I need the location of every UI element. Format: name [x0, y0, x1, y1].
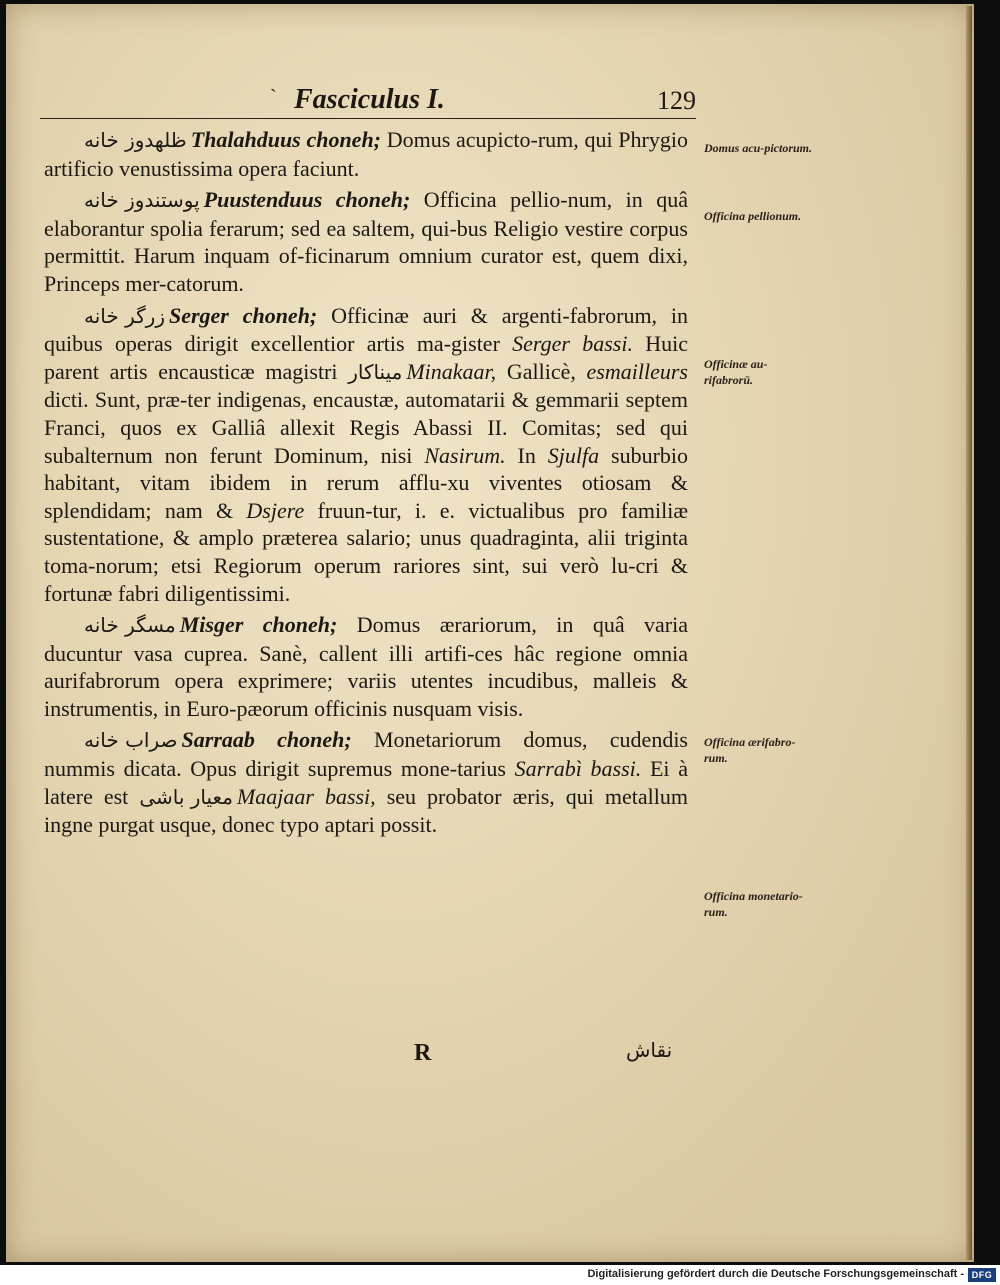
entry-heading: Misger choneh;: [179, 612, 338, 638]
italic-term: Nasirum.: [424, 442, 506, 468]
italic-term: Minakaar,: [406, 358, 497, 384]
arabic-heading: ظلهدوز خانه: [84, 128, 187, 152]
arabic-heading: زرگر خانه: [84, 303, 165, 328]
margin-note: Domus acu-pictorum.: [704, 141, 813, 155]
catchword: R: [414, 1040, 432, 1066]
margin-note: Officina ærifabro-rum.: [704, 735, 796, 765]
header-title: Fasciculus I.: [294, 84, 445, 115]
arabic-heading: صراب خانه: [84, 728, 178, 753]
dfg-logo-icon: DFG: [968, 1268, 996, 1282]
entry-text: Huic parent artis encausticæ magistri: [44, 331, 688, 384]
italic-term: Serger bassi.: [512, 331, 633, 357]
entry-heading: Sarraab choneh;: [181, 727, 352, 753]
header-tick-mark: `: [270, 86, 277, 108]
italic-term: Sarrabì bassi.: [514, 756, 642, 782]
arabic-term: معیار باشی: [139, 784, 233, 809]
entry-serger: [44, 302, 688, 608]
footer-credit: Digitalisierung gefördert durch die Deutsche Forschungsgemeinschaft -: [587, 1268, 964, 1280]
entry-puustenduus: [44, 186, 688, 297]
catchword-arabic: نقاش: [626, 1038, 673, 1062]
italic-term: esmailleurs: [586, 358, 688, 384]
main-text-block: [44, 126, 688, 839]
entry-thalahduus: [44, 126, 688, 182]
digitization-footer: [0, 1265, 1000, 1285]
entry-text: seu probator æris, qui metallum ingne purgat usque, donec typo aptari possit.: [44, 783, 688, 838]
arabic-heading: مسگر خانه: [84, 613, 176, 638]
entry-misger: [44, 611, 688, 722]
italic-term: Sjulfa: [547, 442, 600, 468]
page-edge: [966, 6, 972, 1260]
entry-text: Officina pellio-num, in quâ elaborantur spolia ferarum; sed ea saltem, qui-bus Religio vestire corpus permittit. Harum inquam of-ficinarum omnium curator est, quem dixi, Princeps mer-catorum.: [44, 187, 688, 296]
entry-heading: Puustenduus choneh;: [203, 187, 411, 213]
entry-text: In: [505, 442, 548, 468]
page-number: 129: [657, 86, 696, 115]
margin-note: Officina pellionum.: [704, 209, 802, 223]
italic-term: Maajaar bassi,: [236, 783, 376, 809]
entry-text: dicti. Sunt, præ-ter indigenas, encaustæ, automatarii & gemmarii septem Franci, quos ex Galliâ allexit Regis Abassi II. Comitas; sed qui subalternum non ferunt Dominum, nisi: [44, 387, 688, 468]
entry-text: Domus ærariorum, in quâ varia ducuntur vasa cuprea. Sanè, callent illi artifi-ces hâc regione omnia aurifabrorum opera exprimere; variis utentes incudibus, malleis & instrumentis, in Euro-pæorum officinis nusquam visis.: [44, 612, 688, 721]
entry-text: Officinæ auri & argenti-fabrorum, in quibus operas dirigit excellentior artis ma-gister: [44, 302, 688, 357]
italic-term: Dsjere: [246, 497, 305, 523]
entry-text: fruun-tur, i. e. victualibus pro familiæ sustentatione, & amplo præterea salario; unus quadraginta, alii triginta toma-norum; etsi Regiorum operum rariores sint, sui verò lu-cri & fortunæ fabri diligentissimi.: [44, 497, 688, 606]
entry-text: Domus acupicto-rum, qui Phrygio artificio venustissima opera faciunt.: [44, 127, 688, 181]
arabic-term: میناکار: [348, 359, 403, 384]
entry-sarraab: [44, 726, 688, 838]
margin-note: Officinæ au-rifabrorū.: [704, 357, 768, 387]
entry-text: Monetariorum domus, cudendis nummis dicata. Opus dirigit supremus mone-tarius: [44, 727, 688, 782]
entry-text: Ei à latere est: [44, 756, 688, 809]
arabic-heading: پوستندوز خانه: [84, 188, 200, 213]
entry-heading: Serger choneh;: [168, 302, 318, 328]
margin-note: Officina monetario-rum.: [704, 889, 803, 919]
running-header: [40, 84, 696, 119]
entry-text: suburbio habitant, vitam ibidem in rerum afflu-xu viventes otiosam & splendidam; nam &: [44, 442, 689, 523]
entry-text: Gallicè,: [496, 358, 587, 384]
entry-heading: Thalahduus choneh;: [190, 127, 382, 152]
